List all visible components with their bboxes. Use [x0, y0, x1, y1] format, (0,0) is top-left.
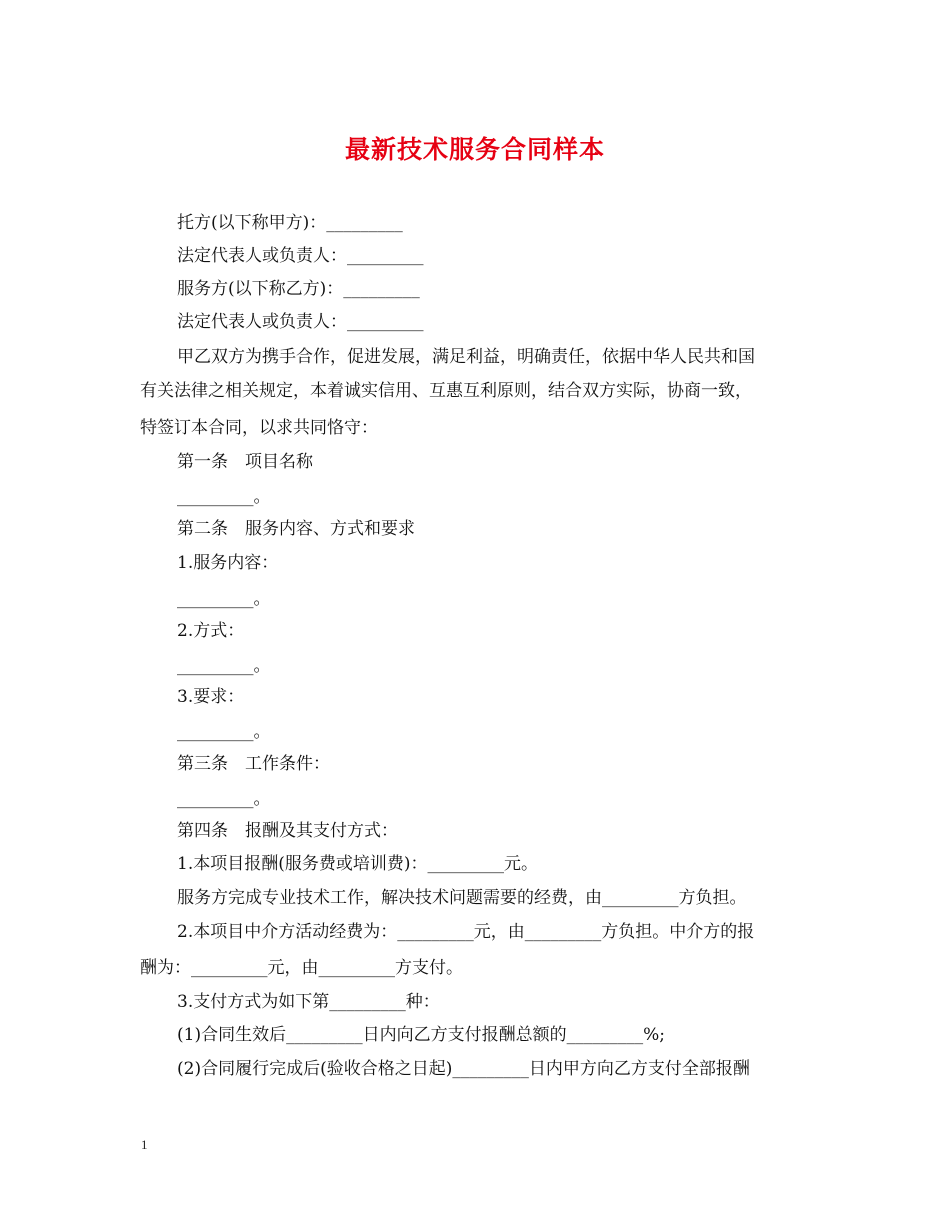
expense-bearer-line: 服务方完成专业技术工作，解决技术问题需要的经费，由_________方负担。 [177, 888, 747, 908]
party-b-line: 服务方(以下称乙方)：_________ [177, 279, 420, 299]
party-a-line: 托方(以下称甲方)：_________ [177, 213, 403, 233]
service-requirement-blank: _________。 [177, 722, 271, 742]
article-3-heading: 第三条 工作条件： [177, 754, 330, 774]
document-title: 最新技术服务合同样本 [344, 135, 605, 164]
service-content-blank: _________。 [177, 589, 271, 609]
payment-item-1: 1.本项目报酬(服务费或培训费)：_________元。 [177, 854, 538, 874]
intermediary-fee-line-1: 2.本项目中介方活动经费为：_________元，由_________方负担。中介方的报 [177, 922, 755, 942]
party-a-representative-line: 法定代表人或负责人：_________ [177, 246, 424, 266]
service-content-label: 1.服务内容： [177, 553, 279, 573]
preamble-line-3: 特签订本合同，以求共同恪守： [140, 418, 378, 438]
service-requirement-label: 3.要求： [177, 687, 245, 707]
preamble-line-2: 有关法律之相关规定，本着诚实信用、互惠互利原则，结合双方实际，协商一致， [140, 381, 752, 401]
payment-method-line: 3.支付方式为如下第_________种： [177, 992, 440, 1012]
article-1-blank: _________。 [177, 487, 271, 507]
page-number: 1 [141, 1137, 148, 1152]
payment-option-1: (1)合同生效后_________日内向乙方支付报酬总额的_________%; [177, 1025, 665, 1045]
article-1-heading: 第一条 项目名称 [177, 452, 313, 472]
article-3-blank: _________。 [177, 789, 271, 809]
service-method-label: 2.方式： [177, 621, 245, 641]
article-4-heading: 第四条 报酬及其支付方式： [177, 821, 398, 841]
article-2-heading: 第二条 服务内容、方式和要求 [177, 519, 415, 539]
party-b-representative-line: 法定代表人或负责人：_________ [177, 312, 424, 332]
intermediary-fee-line-2: 酬为：_________元，由_________方支付。 [140, 958, 463, 978]
service-method-blank: _________。 [177, 656, 271, 676]
payment-option-2: (2)合同履行完成后(验收合格之日起)_________日内甲方向乙方支付全部报酬 [177, 1059, 750, 1079]
preamble-line-1: 甲乙双方为携手合作，促进发展，满足利益，明确责任，依据中华人民共和国 [177, 347, 755, 367]
